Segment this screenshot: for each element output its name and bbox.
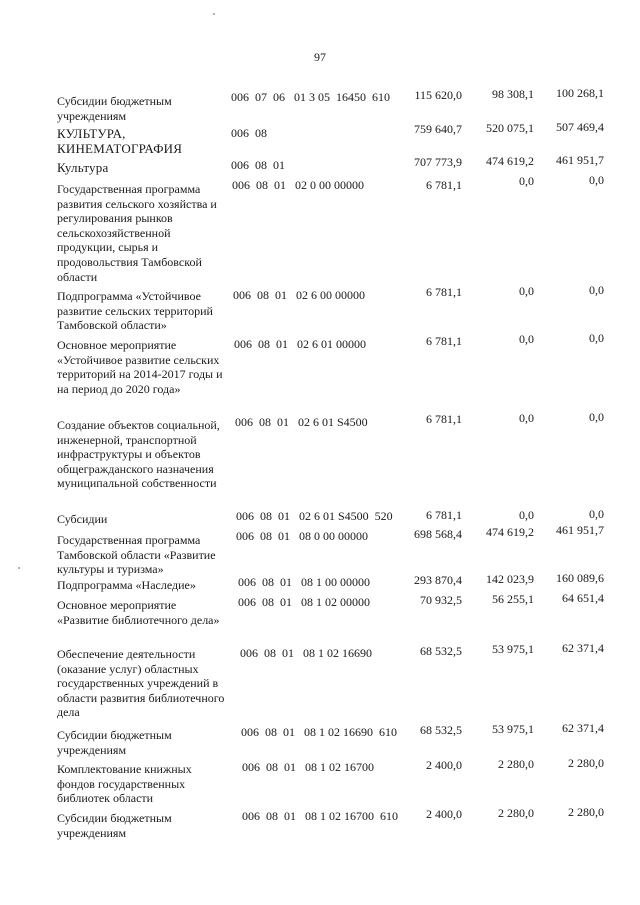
row-value-1: 6 781,1 — [426, 178, 462, 192]
row-code: 006 08 01 08 1 02 16690 — [240, 646, 372, 660]
row-code: 006 08 01 08 1 00 00000 — [238, 575, 370, 589]
row-value-1: 2 400,0 — [426, 807, 462, 821]
row-value-3: 160 089,6 — [556, 571, 604, 585]
row-value-2: 0,0 — [519, 174, 534, 188]
row-value-3: 62 371,4 — [562, 641, 604, 655]
row-value-3: 2 280,0 — [568, 805, 604, 819]
row-name: КУЛЬТУРА, КИНЕМАТОГРАФИЯ — [57, 126, 183, 156]
row-value-3: 2 280,0 — [568, 756, 604, 770]
row-value-3: 0,0 — [589, 173, 604, 187]
row-code: 006 08 — [231, 126, 267, 140]
row-value-1: 6 781,1 — [426, 334, 462, 348]
row-code: 006 08 01 02 6 01 00000 — [234, 337, 366, 351]
row-code: 006 08 01 08 1 02 16690 610 — [241, 725, 397, 739]
row-value-1: 698 568,4 — [414, 527, 462, 541]
row-value-2: 53 975,1 — [492, 642, 534, 656]
row-value-2: 2 280,0 — [498, 757, 534, 771]
row-code: 006 08 01 — [231, 158, 285, 172]
row-value-3: 507 469,4 — [556, 120, 604, 134]
row-name: Подпрограмма «Устойчивое развитие сельских территорий Тамбовской области» — [57, 289, 213, 333]
row-name: Комплектование книжных фондов государственных библиотек области — [57, 762, 192, 806]
row-value-2: 474 619,2 — [486, 525, 534, 539]
row-code: 006 08 01 02 6 00 00000 — [233, 288, 365, 302]
row-value-1: 68 532,5 — [420, 644, 462, 658]
row-name: Государственная программа Тамбовской области «Развитие культуры и туризма» — [57, 533, 216, 577]
row-value-1: 68 532,5 — [420, 723, 462, 737]
row-value-2: 142 023,9 — [486, 572, 534, 586]
row-value-1: 6 781,1 — [426, 285, 462, 299]
row-code: 006 08 01 02 6 01 S4500 520 — [236, 509, 393, 523]
page-number: 97 — [314, 50, 326, 64]
row-code: 006 08 01 02 6 01 S4500 — [235, 415, 368, 429]
row-code: 006 08 01 08 1 02 16700 — [242, 760, 374, 774]
row-value-2: 474 619,2 — [486, 154, 534, 168]
row-code: 006 08 01 08 0 00 00000 — [236, 529, 368, 543]
row-name: Субсидии бюджетным учреждениям — [57, 728, 172, 757]
row-name: Создание объектов социальной, инженерной, транспортной инфраструктуры и объектов общегражданского назначения муниципальной собственности — [57, 418, 220, 491]
row-value-1: 6 781,1 — [426, 412, 462, 426]
row-name: Субсидии бюджетным учреждениям — [57, 94, 172, 123]
row-name: Обеспечение деятельности (оказание услуг) областных государственных учреждений в области развития библиотечного дела — [57, 647, 225, 720]
row-value-3: 100 268,1 — [556, 86, 604, 100]
row-value-3: 64 651,4 — [562, 591, 604, 605]
row-code: 006 08 01 08 1 02 00000 — [238, 595, 370, 609]
row-value-1: 70 932,5 — [420, 593, 462, 607]
row-value-1: 2 400,0 — [426, 758, 462, 772]
row-value-3: 461 951,7 — [556, 153, 604, 167]
row-value-2: 520 075,1 — [486, 121, 534, 135]
row-value-3: 0,0 — [589, 410, 604, 424]
row-code: 006 08 01 02 0 00 00000 — [232, 178, 364, 192]
row-name: Культура — [57, 160, 109, 175]
row-code: 006 07 06 01 3 05 16450 610 — [231, 90, 390, 104]
row-value-2: 2 280,0 — [498, 806, 534, 820]
row-name: Подпрограмма «Наследие» — [57, 578, 196, 592]
row-value-2: 0,0 — [519, 284, 534, 298]
row-name: Субсидии — [57, 512, 108, 526]
row-value-1: 115 620,0 — [414, 88, 462, 102]
row-value-3: 0,0 — [589, 331, 604, 345]
scan-speck — [213, 13, 215, 15]
row-value-1: 6 781,1 — [426, 508, 462, 522]
row-value-2: 0,0 — [519, 508, 534, 522]
row-value-3: 0,0 — [589, 507, 604, 521]
scan-speck — [18, 567, 20, 569]
row-value-3: 62 371,4 — [562, 721, 604, 735]
row-value-1: 759 640,7 — [414, 122, 462, 136]
row-name: Основное мероприятие «Развитие библиотечного дела» — [57, 598, 220, 627]
row-value-3: 461 951,7 — [556, 523, 604, 537]
row-value-2: 98 308,1 — [492, 87, 534, 101]
row-value-1: 293 870,4 — [414, 573, 462, 587]
row-value-2: 0,0 — [519, 332, 534, 346]
row-value-3: 0,0 — [589, 283, 604, 297]
row-value-2: 53 975,1 — [492, 722, 534, 736]
row-value-1: 707 773,9 — [414, 155, 462, 169]
row-value-2: 0,0 — [519, 411, 534, 425]
row-name: Основное мероприятие «Устойчивое развитие сельских территорий на 2014-2017 годы и на период до 2020 года» — [57, 338, 223, 396]
row-code: 006 08 01 08 1 02 16700 610 — [242, 809, 398, 823]
row-name: Государственная программа развития сельского хозяйства и регулирования рынков сельскохозяйственной продукции, сырья и продовольствия Тамбовской области — [57, 182, 217, 284]
row-value-2: 56 255,1 — [492, 592, 534, 606]
row-name: Субсидии бюджетным учреждениям — [57, 811, 172, 840]
